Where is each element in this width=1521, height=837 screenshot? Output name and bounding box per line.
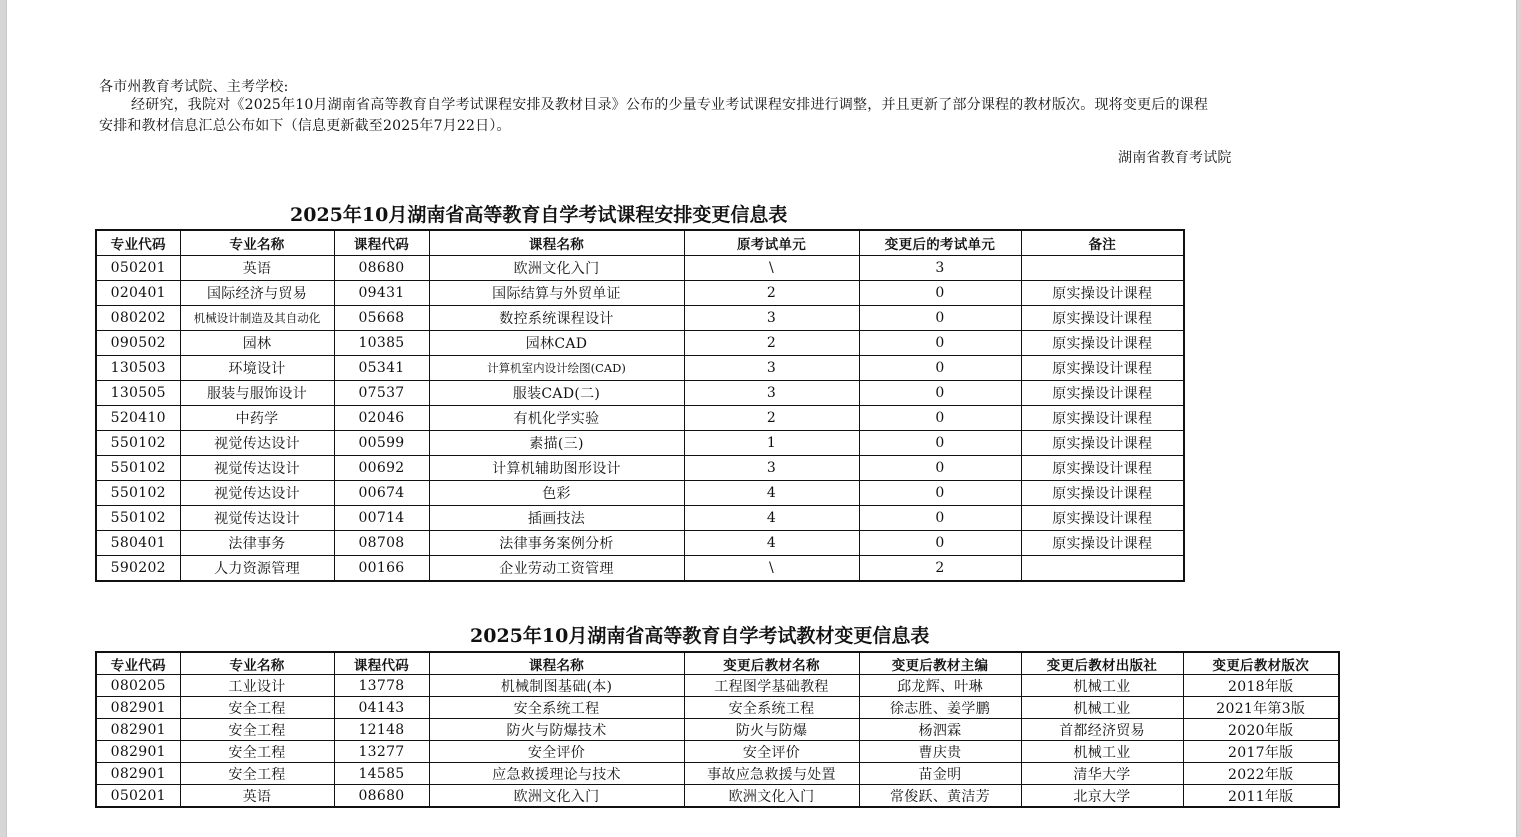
table-cell: 苗金明 — [859, 763, 1021, 785]
table-cell: 0 — [859, 531, 1021, 556]
column-header: 专业代码 — [96, 230, 180, 256]
table-cell: 园林 — [180, 331, 334, 356]
table-row — [96, 306, 1184, 331]
table-cell: 080202 — [96, 306, 180, 331]
table-cell: 2022年版 — [1183, 763, 1339, 785]
table-cell: 欧洲文化入门 — [429, 256, 684, 281]
table-cell: 安全工程 — [180, 719, 334, 741]
table-cell: 欧洲文化入门 — [684, 785, 859, 808]
table-cell: 3 — [684, 356, 859, 381]
table-cell: 安全系统工程 — [684, 697, 859, 719]
table-cell: 020401 — [96, 281, 180, 306]
table-cell: 3 — [684, 306, 859, 331]
table-cell: 原实操设计课程 — [1021, 306, 1184, 331]
table-cell: 0 — [859, 281, 1021, 306]
table-cell: 英语 — [180, 256, 334, 281]
table-cell: 安全评价 — [684, 741, 859, 763]
table-cell — [1021, 556, 1184, 582]
table-row — [96, 531, 1184, 556]
table-cell: 08708 — [334, 531, 429, 556]
table-row — [96, 281, 1184, 306]
table-cell: 工业设计 — [180, 675, 334, 697]
table-cell: 视觉传达设计 — [180, 481, 334, 506]
table-row — [96, 431, 1184, 456]
column-header: 专业名称 — [180, 652, 334, 675]
table-cell: 13277 — [334, 741, 429, 763]
table-cell: 4 — [684, 531, 859, 556]
table-cell: 590202 — [96, 556, 180, 582]
table-cell: 080205 — [96, 675, 180, 697]
table-cell: 3 — [859, 256, 1021, 281]
table-cell: 服装CAD(二) — [429, 381, 684, 406]
column-header: 原考试单元 — [684, 230, 859, 256]
table-row — [96, 556, 1184, 582]
column-header: 课程名称 — [429, 652, 684, 675]
table-cell: 0 — [859, 306, 1021, 331]
table-cell: 4 — [684, 506, 859, 531]
table-cell: 欧洲文化入门 — [429, 785, 684, 808]
table-cell: 04143 — [334, 697, 429, 719]
table-cell: 数控系统课程设计 — [429, 306, 684, 331]
column-header: 课程代码 — [334, 230, 429, 256]
table-cell: 2 — [684, 406, 859, 431]
table-cell: 0 — [859, 431, 1021, 456]
table-cell: 机械工业 — [1021, 675, 1183, 697]
textbook-change-table — [95, 651, 1340, 808]
table-cell: 原实操设计课程 — [1021, 506, 1184, 531]
table-header-row — [96, 652, 1339, 675]
table2-title: 2025年10月湖南省高等教育自学考试教材变更信息表 — [470, 625, 930, 647]
table-cell: 0 — [859, 406, 1021, 431]
table-cell: 2 — [684, 331, 859, 356]
table-cell: 520410 — [96, 406, 180, 431]
table-cell: 原实操设计课程 — [1021, 356, 1184, 381]
table-cell: 00599 — [334, 431, 429, 456]
table-row — [96, 481, 1184, 506]
notice-signature: 湖南省教育考试院 — [1118, 150, 1232, 166]
table-cell: 插画技法 — [429, 506, 684, 531]
table-cell: 环境设计 — [180, 356, 334, 381]
notice-line-2: 安排和教材信息汇总公布如下（信息更新截至2025年7月22日）。 — [99, 118, 511, 134]
column-header: 课程名称 — [429, 230, 684, 256]
table-cell: 原实操设计课程 — [1021, 481, 1184, 506]
table-row — [96, 763, 1339, 785]
table-cell: 原实操设计课程 — [1021, 281, 1184, 306]
table-cell: 安全工程 — [180, 741, 334, 763]
table-cell: 3 — [684, 381, 859, 406]
table-cell: 原实操设计课程 — [1021, 431, 1184, 456]
table-cell: 2020年版 — [1183, 719, 1339, 741]
table-cell: 09431 — [334, 281, 429, 306]
table-row — [96, 456, 1184, 481]
table-cell: 安全评价 — [429, 741, 684, 763]
table-cell: 1 — [684, 431, 859, 456]
notice-line-1: 经研究，我院对《2025年10月湖南省高等教育自学考试课程安排及教材目录》公布的少量专业考试课程安排进行调整，并且更新了部分课程的教材版次。现将变更后的课程 — [131, 97, 1209, 113]
table-cell: 中药学 — [180, 406, 334, 431]
table-cell: 首都经济贸易 — [1021, 719, 1183, 741]
table-cell: 英语 — [180, 785, 334, 808]
table-cell: 082901 — [96, 697, 180, 719]
table-row — [96, 719, 1339, 741]
table-cell: 服装与服饰设计 — [180, 381, 334, 406]
table-row — [96, 741, 1339, 763]
table-cell: 计算机室内设计绘图(CAD) — [429, 356, 684, 381]
table-row — [96, 675, 1339, 697]
table-cell: 580401 — [96, 531, 180, 556]
table-cell: 082901 — [96, 741, 180, 763]
table-cell: 550102 — [96, 431, 180, 456]
table-row — [96, 506, 1184, 531]
table-cell: 国际经济与贸易 — [180, 281, 334, 306]
table-cell: 清华大学 — [1021, 763, 1183, 785]
table-cell: 安全工程 — [180, 697, 334, 719]
table-cell: 0 — [859, 456, 1021, 481]
table-cell: 人力资源管理 — [180, 556, 334, 582]
table-row — [96, 697, 1339, 719]
table-cell: 07537 — [334, 381, 429, 406]
table-cell: 08680 — [334, 785, 429, 808]
column-header: 备注 — [1021, 230, 1184, 256]
table-cell: 4 — [684, 481, 859, 506]
table-row — [96, 406, 1184, 431]
table-cell: 色彩 — [429, 481, 684, 506]
table-cell: 北京大学 — [1021, 785, 1183, 808]
table-cell: 02046 — [334, 406, 429, 431]
table-cell: 050201 — [96, 785, 180, 808]
table-cell: 常俊跃、黄洁芳 — [859, 785, 1021, 808]
table-cell: 徐志胜、姜学鹏 — [859, 697, 1021, 719]
table-cell: 计算机辅助图形设计 — [429, 456, 684, 481]
table-cell: 550102 — [96, 481, 180, 506]
table-cell: 082901 — [96, 719, 180, 741]
table-cell: 安全工程 — [180, 763, 334, 785]
table-cell: 法律事务 — [180, 531, 334, 556]
table-cell: 原实操设计课程 — [1021, 531, 1184, 556]
table-cell: 机械设计制造及其自动化 — [180, 306, 334, 331]
table-cell: 邱龙辉、叶琳 — [859, 675, 1021, 697]
table1-title: 2025年10月湖南省高等教育自学考试课程安排变更信息表 — [290, 204, 788, 226]
column-header: 专业名称 — [180, 230, 334, 256]
column-header: 变更后教材名称 — [684, 652, 859, 675]
table-cell: 08680 — [334, 256, 429, 281]
column-header: 变更后教材版次 — [1183, 652, 1339, 675]
table-cell: 素描(三) — [429, 431, 684, 456]
table-cell: 0 — [859, 331, 1021, 356]
table-cell — [1021, 256, 1184, 281]
notice-salutation: 各市州教育考试院、主考学校: — [99, 79, 289, 95]
table-cell: 14585 — [334, 763, 429, 785]
table-cell: 应急救援理论与技术 — [429, 763, 684, 785]
table-cell: 视觉传达设计 — [180, 431, 334, 456]
table-cell: 原实操设计课程 — [1021, 406, 1184, 431]
table-cell: 2 — [684, 281, 859, 306]
table-cell: 视觉传达设计 — [180, 456, 334, 481]
table-cell: 2018年版 — [1183, 675, 1339, 697]
table-cell: 事故应急救援与处置 — [684, 763, 859, 785]
table-cell: \ — [684, 256, 859, 281]
table-cell: 2 — [859, 556, 1021, 582]
table-cell: 0 — [859, 381, 1021, 406]
table-cell: 00674 — [334, 481, 429, 506]
table-cell: 00166 — [334, 556, 429, 582]
table-row — [96, 785, 1339, 808]
table-cell: 企业劳动工资管理 — [429, 556, 684, 582]
column-header: 课程代码 — [334, 652, 429, 675]
table-cell: 曹庆贵 — [859, 741, 1021, 763]
table-cell: 原实操设计课程 — [1021, 381, 1184, 406]
table-cell: 工程图学基础教程 — [684, 675, 859, 697]
table-cell: 0 — [859, 356, 1021, 381]
column-header: 专业代码 — [96, 652, 180, 675]
table-row — [96, 331, 1184, 356]
table-cell: 法律事务案例分析 — [429, 531, 684, 556]
table-cell: 原实操设计课程 — [1021, 456, 1184, 481]
table-cell: 12148 — [334, 719, 429, 741]
table-cell: 10385 — [334, 331, 429, 356]
table-cell: 机械工业 — [1021, 697, 1183, 719]
table-cell: 00714 — [334, 506, 429, 531]
column-header: 变更后教材出版社 — [1021, 652, 1183, 675]
column-header: 变更后教材主编 — [859, 652, 1021, 675]
table-cell: 园林CAD — [429, 331, 684, 356]
course-schedule-change-table — [95, 229, 1185, 582]
table-cell: \ — [684, 556, 859, 582]
table-cell: 05341 — [334, 356, 429, 381]
table-cell: 2011年版 — [1183, 785, 1339, 808]
table-cell: 130505 — [96, 381, 180, 406]
table-cell: 090502 — [96, 331, 180, 356]
table-cell: 082901 — [96, 763, 180, 785]
table-row — [96, 356, 1184, 381]
table-cell: 机械工业 — [1021, 741, 1183, 763]
table-cell: 原实操设计课程 — [1021, 331, 1184, 356]
table-cell: 050201 — [96, 256, 180, 281]
table-cell: 0 — [859, 506, 1021, 531]
table-cell: 杨泗霖 — [859, 719, 1021, 741]
table-row — [96, 381, 1184, 406]
table-cell: 3 — [684, 456, 859, 481]
table-cell: 550102 — [96, 456, 180, 481]
table-cell: 05668 — [334, 306, 429, 331]
table-cell: 有机化学实验 — [429, 406, 684, 431]
table-cell: 2017年版 — [1183, 741, 1339, 763]
table-cell: 视觉传达设计 — [180, 506, 334, 531]
table-row — [96, 256, 1184, 281]
table-cell: 0 — [859, 481, 1021, 506]
table-cell: 550102 — [96, 506, 180, 531]
column-header: 变更后的考试单元 — [859, 230, 1021, 256]
table-cell: 00692 — [334, 456, 429, 481]
table-cell: 机械制图基础(本) — [429, 675, 684, 697]
table-header-row — [96, 230, 1184, 256]
table-cell: 防火与防爆 — [684, 719, 859, 741]
table-cell: 防火与防爆技术 — [429, 719, 684, 741]
table-cell: 2021年第3版 — [1183, 697, 1339, 719]
table-cell: 13778 — [334, 675, 429, 697]
table-cell: 安全系统工程 — [429, 697, 684, 719]
table-cell: 130503 — [96, 356, 180, 381]
table-cell: 国际结算与外贸单证 — [429, 281, 684, 306]
